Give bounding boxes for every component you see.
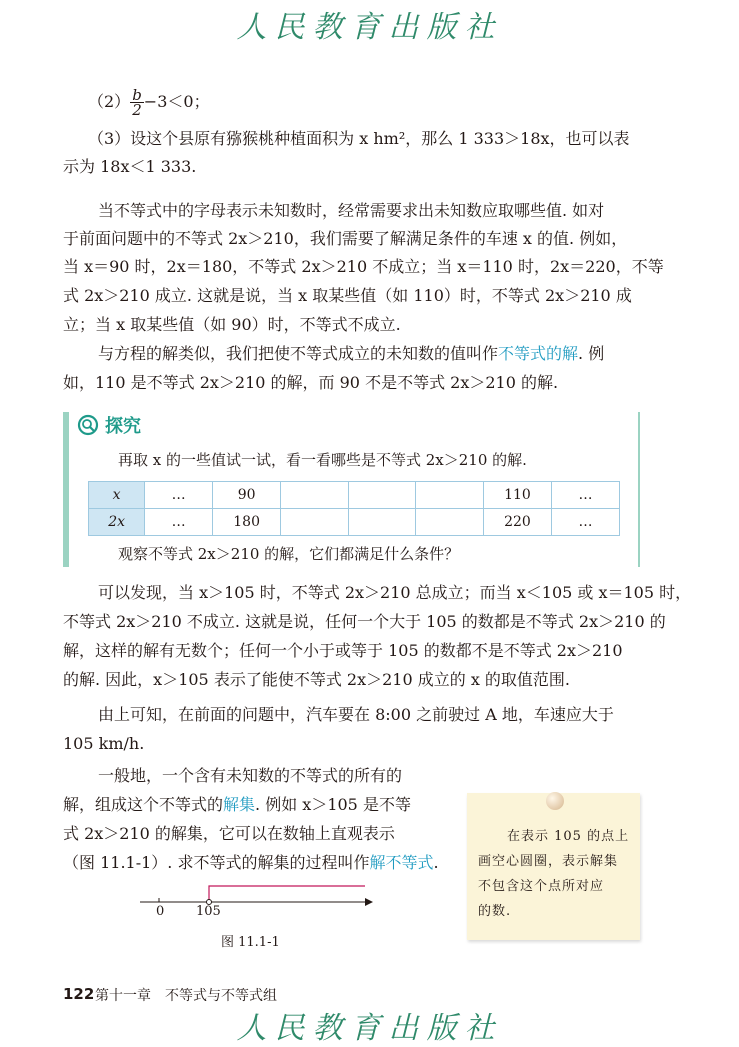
term-inequality-solution: 不等式的解: [498, 344, 579, 363]
table-cell: [281, 482, 349, 509]
item-2-label: （2）: [88, 92, 131, 111]
figure-caption: 图 11.1-1: [221, 935, 280, 950]
solution-set-ray: [209, 886, 365, 902]
label-zero: 0: [156, 904, 165, 919]
para5-text: .: [433, 853, 439, 872]
explore-question: 观察不等式 2x＞210 的解，它们都满足什么条件？: [118, 545, 460, 563]
explore-title: 探究: [105, 416, 141, 437]
pin-icon: [546, 792, 564, 810]
para3-line: 解，这样的解有无数个；任何一个小于或等于 105 的数都不是不等式 2x＞210: [63, 641, 623, 660]
item-3-line-1: （3）设这个县原有猕猴桃种植面积为 x hm²，那么 1 333＞18x，也可以表: [88, 129, 630, 148]
table-cell: …: [552, 482, 620, 509]
fraction-numerator: b: [132, 85, 142, 104]
note-line: 不包含这个点所对应: [478, 879, 605, 894]
chapter-title: 第十一章 不等式与不等式组: [95, 988, 277, 1004]
table-cell: …: [145, 482, 213, 509]
table-cell: [281, 509, 349, 536]
term-solution-set: 解集: [223, 795, 256, 814]
note-line: 的数.: [478, 904, 512, 919]
item-2-rest: −3＜0；: [143, 92, 210, 111]
publisher-logo-footer: 人民教育出版社: [236, 1011, 503, 1046]
para1-line: 式 2x＞210 成立. 这就是说，当 x 取某些值（如 110）时，不等式 2x＞210 成: [63, 286, 632, 305]
note-line: 在表示 105 的点上: [507, 829, 630, 844]
axis-arrow: [365, 898, 373, 906]
table-row: [89, 482, 620, 509]
table-cell: [348, 482, 416, 509]
para5-line-2: [63, 794, 453, 816]
para2-line-1: [98, 343, 678, 365]
para5-line-1: 一般地，一个含有未知数的不等式的所有的: [98, 766, 403, 785]
item-2: [88, 84, 668, 120]
label-105: 105: [196, 904, 221, 919]
fraction-denominator: 2: [132, 100, 142, 119]
table-cell: …: [552, 509, 620, 536]
note-line: 画空心圆圈，表示解集: [478, 854, 619, 869]
para2-text: 与方程的解类似，我们把使不等式成立的未知数的值叫作: [98, 344, 499, 363]
para5-text: 解，组成这个不等式的: [63, 795, 224, 814]
explore-left-bar: [63, 412, 69, 567]
table-cell: [416, 509, 484, 536]
table-cell: [348, 509, 416, 536]
magnifier-icon: [77, 414, 99, 436]
item-3-line-2: 示为 18x＜1 333.: [63, 157, 197, 176]
para2-text: . 例: [578, 344, 605, 363]
para3-line: 不等式 2x＞210 不成立. 这就是说，任何一个大于 105 的数都是不等式 2x＞210 的: [63, 612, 666, 631]
para1-line: 于前面问题中的不等式 2x＞210，我们需要了解满足条件的车速 x 的值. 例如，: [63, 229, 628, 248]
page-number: 122: [63, 985, 95, 1003]
publisher-logo-header: 人民教育出版社: [236, 10, 503, 45]
para1-line: 当不等式中的字母表示未知数时，经常需要求出未知数应取哪些值. 如对: [98, 201, 605, 220]
para3-line: 可以发现，当 x＞105 时，不等式 2x＞210 总成立；而当 x＜105 或 x＝105 时，: [98, 583, 692, 602]
explore-prompt: 再取 x 的一些值试一试，看一看哪些是不等式 2x＞210 的解.: [118, 451, 527, 469]
table-row: [89, 509, 620, 536]
para5-text: （图 11.1-1）. 求不等式的解集的过程叫作: [63, 853, 370, 872]
para3-line: 的解. 因此，x＞105 表示了能使不等式 2x＞210 成立的 x 的取值范围.: [63, 670, 571, 689]
para5-text: . 例如 x＞105 是不等: [255, 795, 411, 814]
para1-line: 立；当 x 取某些值（如 90）时，不等式不成立.: [63, 315, 401, 334]
para5-line-3: 式 2x＞210 的解集，它可以在数轴上直观表示: [63, 824, 395, 843]
table-cell: …: [145, 509, 213, 536]
table-cell: x: [89, 482, 145, 509]
explore-heading: [77, 412, 141, 438]
table-cell: 220: [483, 509, 551, 536]
fraction-b-over-2: [130, 85, 144, 119]
values-table: [88, 481, 620, 536]
table-cell: 90: [213, 482, 281, 509]
para4-line: 由上可知，在前面的问题中，汽车要在 8:00 之前驶过 A 地，车速应大于: [98, 705, 614, 724]
para5-line-4: [63, 852, 453, 874]
number-line-figure: [135, 878, 375, 928]
table-cell: 110: [483, 482, 551, 509]
para1-line: 当 x＝90 时，2x＝180，不等式 2x＞210 不成立；当 x＝110 时，2x＝220，不等: [63, 257, 664, 276]
para2-line-2: 如，110 是不等式 2x＞210 的解，而 90 不是不等式 2x＞210 的解.: [63, 373, 559, 392]
table-cell: [416, 482, 484, 509]
para4-line: 105 km/h.: [63, 734, 145, 753]
table-cell: 180: [213, 509, 281, 536]
term-solve-inequality: 解不等式: [369, 853, 434, 872]
table-cell: 2x: [89, 509, 145, 536]
